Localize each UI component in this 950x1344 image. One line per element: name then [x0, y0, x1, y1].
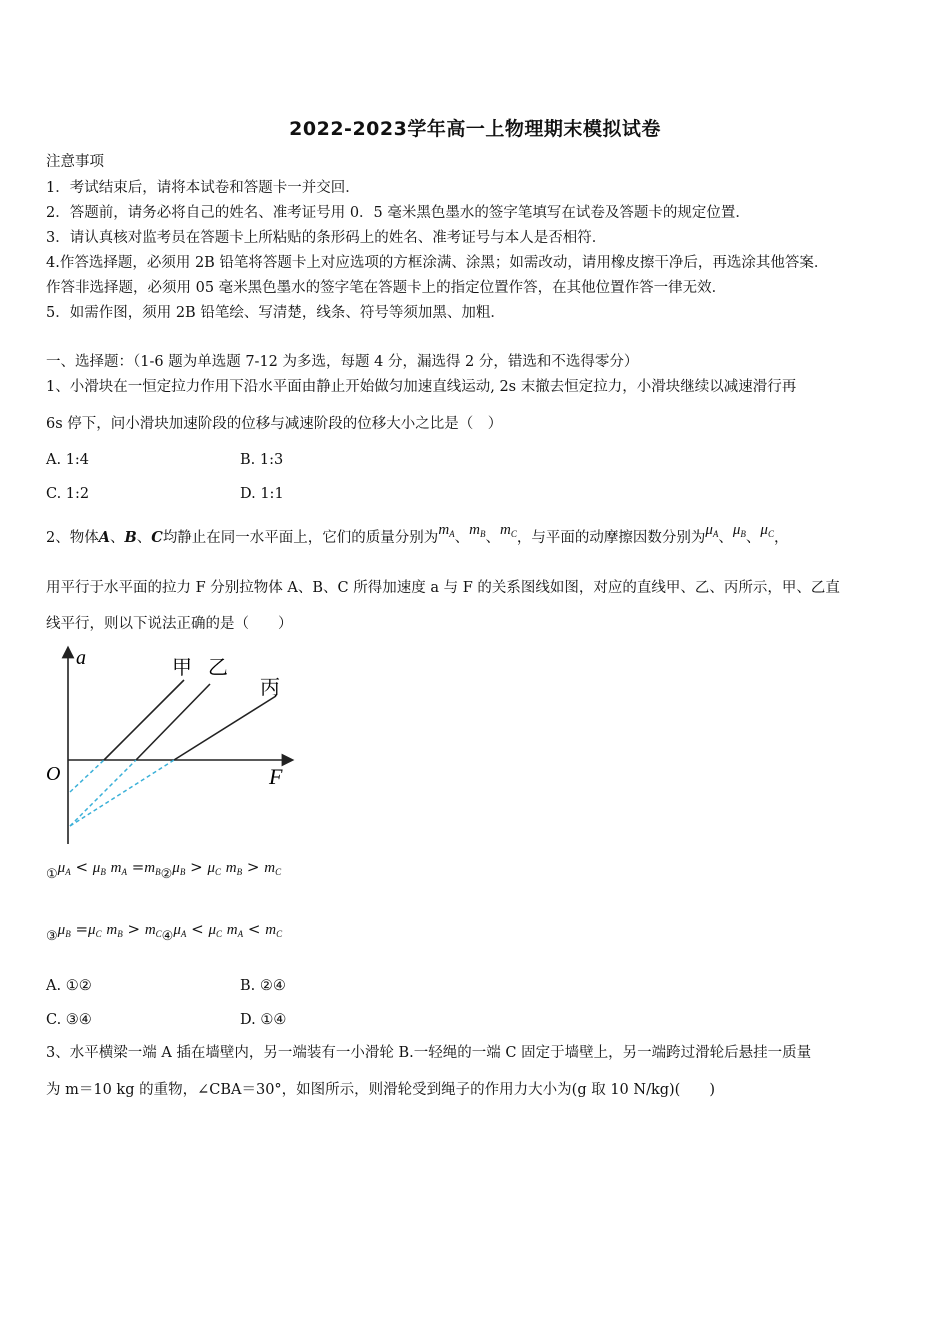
q1-option-c: C. 1:2: [46, 486, 90, 502]
label-jia: 甲: [172, 655, 192, 679]
af-graph: [40, 644, 300, 850]
notice-item: 3．请认真核对监考员在答题卡上所粘贴的条形码上的姓名、准考证号与本人是否相符．: [46, 230, 607, 246]
q2-bodies: A: [98, 529, 110, 546]
q1-stem-line2: 6s 停下，问小滑块加速阶段的位移与减速阶段的位移大小之比是（ ）: [46, 416, 503, 432]
x-axis-label: F: [269, 764, 283, 789]
notice-item: 5．如需作图，须用 2B 铅笔绘、写清楚，线条、符号等须加黑、加粗．: [46, 305, 505, 321]
q2-option-b: B. ②④: [240, 978, 286, 994]
notice-heading: 注意事项: [46, 154, 104, 170]
origin-label: O: [46, 763, 61, 785]
page-title: 2022-2023学年高一上物理期末模拟试卷: [289, 118, 661, 140]
line-jia: [104, 680, 184, 760]
notice-item: 2．答题前，请务必将自己的姓名、准考证号用 0．5 毫米黑色墨水的签字笔填写在试卷及答题卡的规定位置．: [46, 205, 750, 221]
label-yi: 乙: [208, 655, 228, 679]
mass-symbols: $m_A$: [438, 522, 455, 539]
notice-item: 1．考试结束后，请将本试卷和答题卡一并交回．: [46, 180, 360, 196]
q1-option-b: B. 1:3: [240, 452, 284, 468]
label-bing: 丙: [260, 675, 280, 699]
line-yi-extension: [70, 760, 136, 826]
q1-stem-line1: 1、小滑块在一恒定拉力作用下沿水平面由静止开始做匀加速直线运动, 2s 末撤去恒定拉力，小滑块继续以减速滑行再: [46, 379, 797, 395]
notice-item: 4.作答选择题，必须用 2B 铅笔将答题卡上对应选项的方框涂满、涂黑；如需改动，请用橡皮擦干净后，再选涂其他答案．: [46, 255, 829, 271]
q3-stem-line1: 3、水平横梁一端 A 插在墙壁内，另一端装有一小滑轮 B.一轻绳的一端 C 固定于墙壁上，另一端跨过滑轮后悬挂一质量: [46, 1045, 812, 1061]
q2-stem-line1: 2、物体A、B、C均静止在同一水平面上，它们的质量分别为$m_A$、$m_B$、$m_C$，与平面的动摩擦因数分别为$\mu_A$、$\mu_B$、$\mu_C$，: [46, 522, 789, 546]
q2-option-a: A. ①②: [46, 978, 92, 994]
notice-item: 作答非选择题，必须用 05 毫米黑色墨水的签字笔在答题卡上的指定位置作答，在其他位置作答一律无效．: [46, 280, 727, 296]
q1-option-d: D. 1:1: [240, 486, 284, 502]
friction-symbols: $\mu_A$: [705, 522, 719, 539]
y-axis-label: a: [76, 647, 86, 669]
q2-stem-line2: 用平行于水平面的拉力 F 分别拉物体 A、B、C 所得加速度 a 与 F 的关系图线如图，对应的直线甲、乙、丙所示，甲、乙直: [46, 580, 840, 596]
statement-row-1: $①\mu_A < \mu_B$ $m_A$ $=m_B②\mu_B > \mu_C$ $m_B > m_C$: [46, 858, 282, 882]
line-yi: [136, 684, 210, 760]
q3-stem-line2: 为 m＝10 kg 的重物，∠CBA＝30°，如图所示，则滑轮受到绳子的作用力大小为(g 取 10 N/kg)( ): [46, 1082, 715, 1098]
section-heading: 一、选择题：（1-6 题为单选题 7-12 为多选，每题 4 分，漏选得 2 分，错选和不选得零分）: [46, 354, 639, 370]
q2-option-d: D. ①④: [240, 1012, 287, 1028]
statement-row-2: $③\mu_B =\mu_C$ $m_B$ > $m_C④\mu_A < \mu_C$ $m_A < m_C$: [46, 920, 283, 944]
q1-option-a: A. 1:4: [46, 452, 90, 468]
line-jia-extension: [70, 760, 104, 792]
q2-option-c: C. ③④: [46, 1012, 92, 1028]
line-bing-extension: [70, 760, 174, 826]
q2-stem-line3: 线平行，则以下说法正确的是（ ）: [46, 616, 293, 632]
